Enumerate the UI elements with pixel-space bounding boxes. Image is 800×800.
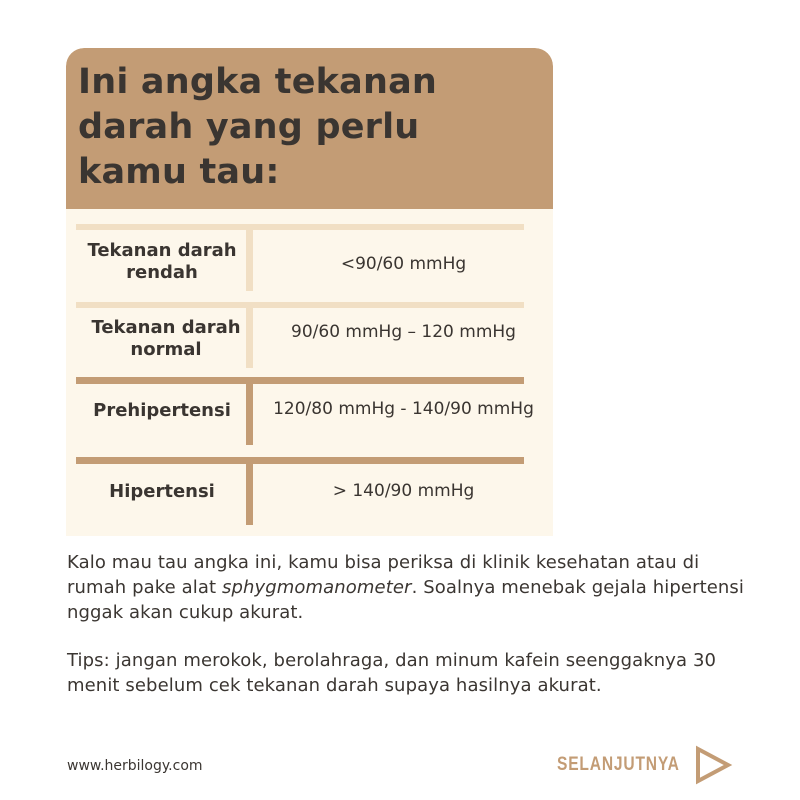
card-header — [66, 48, 553, 209]
row-rule — [76, 377, 524, 384]
row-rule — [76, 457, 524, 464]
row-rule — [76, 302, 524, 308]
row-value-hypertension: > 140/90 mmHg — [332, 481, 475, 501]
row-label-prehypertension: Prehipertensi — [93, 400, 231, 421]
row-label-low: Tekanan darah rendah — [87, 240, 237, 283]
info-card — [66, 48, 553, 536]
row-rule — [76, 224, 524, 230]
card-title: Ini angka tekanan darah yang perlu kamu tau: — [78, 62, 438, 192]
row-label-normal: Tekanan darah normal — [91, 317, 241, 360]
body-paragraph-2: Tips: jangan merokok, berolahraga, dan minum kafein seenggaknya 30 menit sebelum cek tekanan darah supaya hasilnya akurat. — [67, 650, 717, 696]
paragraph-italic-term: sphygmomanometer — [221, 577, 412, 598]
website-url: www.herbilogy.com — [67, 758, 203, 774]
paragraph-text: Kalo mau tau angka ini, kamu bisa periksa di klinik kesehatan atau di rumah pake alat — [67, 552, 700, 598]
next-label[interactable]: SELANJUTNYA — [557, 754, 680, 775]
row-value-normal: 90/60 mmHg – 120 mmHg — [291, 322, 516, 342]
row-value-low: <90/60 mmHg — [340, 254, 467, 274]
play-triangle-outline-icon[interactable] — [693, 745, 733, 785]
next-button[interactable] — [557, 745, 697, 785]
body-paragraph-1 — [67, 550, 747, 625]
row-value-prehypertension: 120/80 mmHg - 140/90 mmHg — [273, 399, 534, 419]
paragraph-text: . Soalnya menebak gejala hipertensi nggak akan cukup akurat. — [67, 577, 744, 623]
row-label-hypertension: Hipertensi — [109, 481, 215, 502]
